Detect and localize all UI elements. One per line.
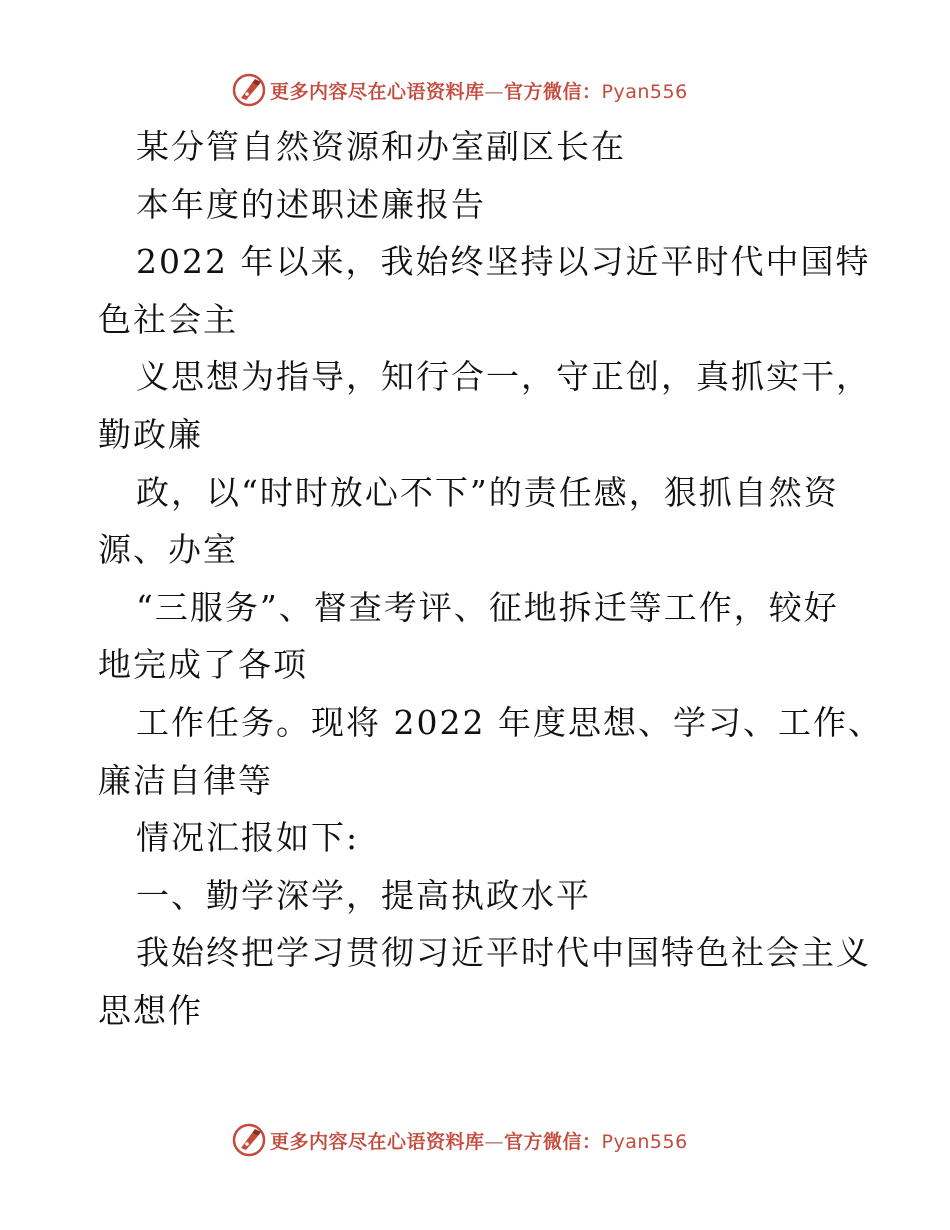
paragraph-line: 源、办室 bbox=[98, 530, 238, 570]
pen-nib-logo-icon bbox=[232, 1123, 266, 1157]
paragraph-line: 思想作 bbox=[98, 990, 203, 1030]
watermark-slogan: 更多内容尽在心语资料库 bbox=[270, 80, 485, 103]
watermark-wechat-label: 官方微信： bbox=[504, 80, 602, 103]
document-body bbox=[98, 118, 883, 1040]
paragraph-line: “三服务”、督查考评、征地拆迁等工作，较好 bbox=[136, 587, 839, 627]
paragraph-line: 廉洁自律等 bbox=[98, 760, 273, 800]
section-heading: 一、勤学深学，提高执政水平 bbox=[136, 875, 591, 915]
watermark-wechat-id: Pyan556 bbox=[601, 80, 688, 103]
watermark-wechat-id: Pyan556 bbox=[601, 1130, 688, 1153]
paragraph-line: 2022 年以来，我始终坚持以习近平时代中国特 bbox=[136, 242, 871, 282]
watermark-wechat-label: 官方微信： bbox=[504, 1130, 602, 1153]
document-title-line-2: 本年度的述职述廉报告 bbox=[136, 184, 486, 224]
pen-nib-logo-icon bbox=[232, 73, 266, 107]
paragraph-line: 义思想为指导，知行合一，守正创，真抓实干， bbox=[136, 357, 871, 397]
paragraph-line: 色社会主 bbox=[98, 299, 238, 339]
watermark-slogan: 更多内容尽在心语资料库 bbox=[270, 1130, 485, 1153]
footer-watermark bbox=[232, 1122, 688, 1158]
paragraph-line: 我始终把学习贯彻习近平时代中国特色社会主义 bbox=[136, 933, 871, 973]
paragraph-line: 情况汇报如下: bbox=[136, 818, 360, 858]
watermark-dash: — bbox=[484, 80, 505, 103]
paragraph-line: 政，以“时时放心不下”的责任感，狠抓自然资 bbox=[136, 472, 839, 512]
document-title-line-1: 某分管自然资源和办室副区长在 bbox=[136, 127, 626, 166]
header-watermark bbox=[232, 72, 688, 108]
watermark-text bbox=[270, 1127, 688, 1154]
watermark-text bbox=[270, 77, 688, 104]
watermark-dash: — bbox=[484, 1130, 505, 1153]
paragraph-line: 勤政廉 bbox=[98, 414, 203, 454]
paragraph-line: 工作任务。现将 2022 年度思想、学习、工作、 bbox=[136, 702, 883, 742]
paragraph-line: 地完成了各项 bbox=[98, 645, 308, 685]
